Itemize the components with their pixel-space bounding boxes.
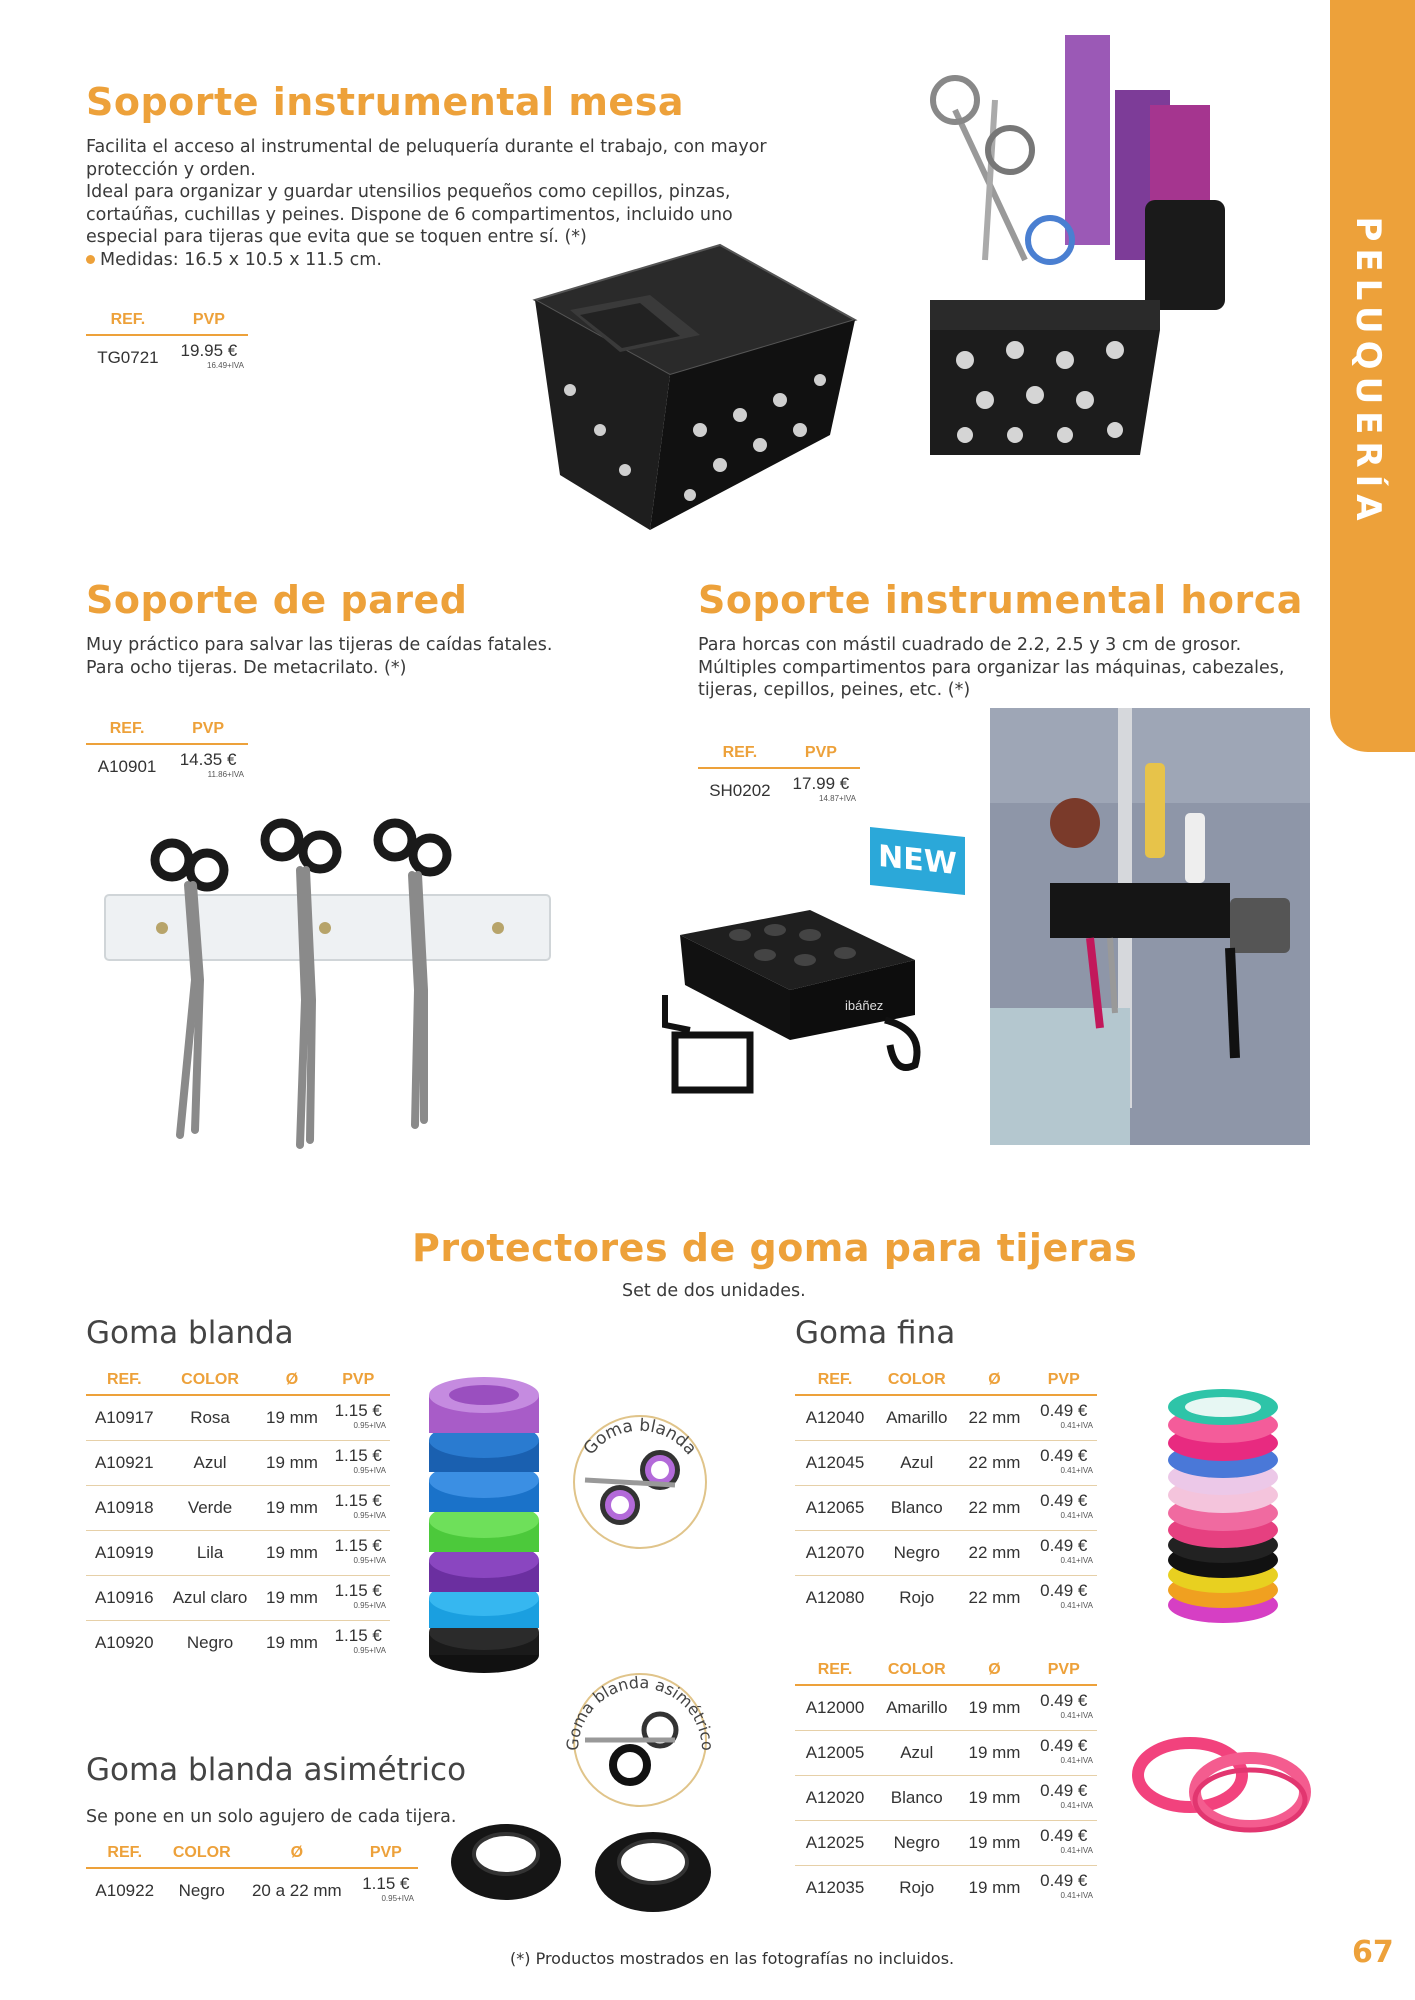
section-title-horca: Soporte instrumental horca <box>698 578 1303 622</box>
section-title-protectores: Protectores de goma para tijeras <box>412 1226 1138 1270</box>
footnote: (*) Productos mostrados en las fotografías no incluidos. <box>510 1949 955 1968</box>
section-title-pared: Soporte de pared <box>86 578 468 622</box>
side-tab-label: PELUQUERÍA <box>1348 216 1388 528</box>
table-row: TG0721 19.95 € 16.49+IVA <box>97 341 244 370</box>
table-row: A10918 Verde 19 mm 1.15 € 0.95+IVA <box>86 1485 390 1530</box>
subtitle-goma-fina: Goma fina <box>795 1315 956 1351</box>
bullet-dot <box>86 255 95 264</box>
table-row: A10919 Lila 19 mm 1.15 € 0.95+IVA <box>86 1530 390 1575</box>
organizer-box-image <box>530 240 860 535</box>
goma-blanda-circle <box>565 1390 715 1555</box>
goma-fina-rings-image <box>1158 1385 1288 1630</box>
price-table-goma-blanda: REF. COLOR Ø PVP A10917 Rosa 19 mm 1.15 € 0.95+IVA A10921 Azul 19 mm 1.15 € 0.95+IVA A10918 Verde 19 mm 1.15 € 0.95+IVA A10919 Lila 19 mm 1.15 € 0.95+IVA A10916 Azul claro 19 mm 1.15 € 0.95+IVA A10920 Negro 19 mm 1.15 € 0.95+IVA <box>86 1365 390 1665</box>
asimetrico-rings-image <box>448 1802 718 1917</box>
section-desc-horca: Para horcas con mástil cuadrado de 2.2, 2.5 y 3 cm de grosor. Múltiples compartimentos para organizar las máquinas, cabezales, tijeras, cepillos, peines, etc. (*) <box>698 635 1285 700</box>
subtitle-goma-blanda: Goma blanda <box>86 1315 294 1351</box>
organizer-with-tools-image <box>885 30 1235 460</box>
table-row: A10901 14.35 € 11.86+IVA <box>97 750 244 779</box>
goma-fina-pink-rings-image <box>1130 1730 1315 1835</box>
table-row: A10920 Negro 19 mm 1.15 € 0.95+IVA <box>94 1625 386 1655</box>
asimetrico-desc: Se pone en un solo agujero de cada tijera. <box>86 1807 457 1827</box>
new-badge: NEW <box>870 827 965 895</box>
price-table-pared: REF. PVP A10901 14.35 € 11.86+IVA <box>86 714 248 789</box>
table-row: A10917 Rosa 19 mm 1.15 € 0.95+IVA <box>86 1395 390 1440</box>
price-table-goma-asimetrico: REF. COLOR Ø PVP A10922 Negro 20 a 22 mm 1.15 € 0.95+IVA <box>86 1838 418 1913</box>
protectores-subtitle: Set de dos unidades. <box>622 1281 806 1301</box>
subtitle-goma-blanda-asimetrico: Goma blanda asimétrico <box>86 1752 467 1788</box>
horca-photo <box>990 708 1310 1145</box>
table-row: A12000 Amarillo 19 mm 0.49 € 0.41+IVA <box>795 1685 1097 1730</box>
goma-blanda-asimetrico-circle <box>560 1640 720 1810</box>
horca-holder-image <box>660 905 945 1105</box>
price-table-goma-fina-22: REF. COLOR Ø PVP A12040 Amarillo 22 mm 0.49 € 0.41+IVA A12045 Azul 22 mm 0.49 € 0.41+IVA A12065 Blanco 22 mm 0.49 € 0.41+IVA A12070 Negro 22 mm 0.49 € 0.41+IVA A12080 Rojo 22 mm 0.49 € 0.41+IVA <box>795 1365 1097 1620</box>
svg-text:Goma blanda asimétrico: Goma blanda asimétrico <box>562 1672 718 1752</box>
section-title-mesa: Soporte instrumental mesa <box>86 80 684 124</box>
svg-text:ibáñez: ibáñez <box>845 998 884 1013</box>
table-row: A12070 Negro 22 mm 0.49 € 0.41+IVA <box>795 1530 1097 1575</box>
table-row: A10921 Azul 19 mm 1.15 € 0.95+IVA <box>86 1440 390 1485</box>
table-row: SH0202 17.99 € 14.87+IVA <box>709 774 856 803</box>
page-number: 67 <box>1352 1935 1394 1970</box>
table-row: A12065 Blanco 22 mm 0.49 € 0.41+IVA <box>795 1485 1097 1530</box>
table-row: A12040 Amarillo 22 mm 0.49 € 0.41+IVA <box>795 1395 1097 1440</box>
price-table-mesa: REF. PVP TG0721 19.95 € 16.49+IVA <box>86 305 248 380</box>
price-table-goma-fina-19: REF. COLOR Ø PVP A12000 Amarillo 19 mm 0.49 € 0.41+IVA A12005 Azul 19 mm 0.49 € 0.41+IVA A12020 Blanco 19 mm 0.49 € 0.41+IVA A12025 Negro 19 mm 0.49 € 0.41+IVA A12035 Rojo 19 mm 0.49 € 0.41+IVA <box>795 1655 1097 1910</box>
table-row: A12080 Rojo 22 mm 0.49 € 0.41+IVA <box>805 1580 1093 1610</box>
svg-text:Goma blanda: Goma blanda <box>579 1415 701 1459</box>
table-row: A12035 Rojo 19 mm 0.49 € 0.41+IVA <box>805 1870 1093 1900</box>
goma-blanda-rings-image <box>422 1370 547 1685</box>
table-row: A12045 Azul 22 mm 0.49 € 0.41+IVA <box>795 1440 1097 1485</box>
table-row: A12020 Blanco 19 mm 0.49 € 0.41+IVA <box>795 1775 1097 1820</box>
price-table-horca: REF. PVP SH0202 17.99 € 14.87+IVA <box>698 738 860 813</box>
table-row: A10916 Azul claro 19 mm 1.15 € 0.95+IVA <box>86 1575 390 1620</box>
table-row: A10922 Negro 20 a 22 mm 1.15 € 0.95+IVA <box>95 1874 414 1903</box>
table-row: A12005 Azul 19 mm 0.49 € 0.41+IVA <box>795 1730 1097 1775</box>
section-desc-mesa: Facilita el acceso al instrumental de peluquería durante el trabajo, con mayor protección y orden. Ideal para organizar y guardar utensilios pequeños como cepillos, pinzas, cortaúñas, cuchillas y peines. Dispone de 6 compartimentos, incluido uno especial para tijeras que evita que se toquen entre sí. (*) Medidas: 16.5 x 10.5 x 11.5 cm. <box>86 137 767 270</box>
wall-holder-image <box>100 800 560 1150</box>
section-desc-pared: Muy práctico para salvar las tijeras de caídas fatales. Para ocho tijeras. De metacrilato. (*) <box>86 635 553 678</box>
table-row: A12025 Negro 19 mm 0.49 € 0.41+IVA <box>795 1820 1097 1865</box>
